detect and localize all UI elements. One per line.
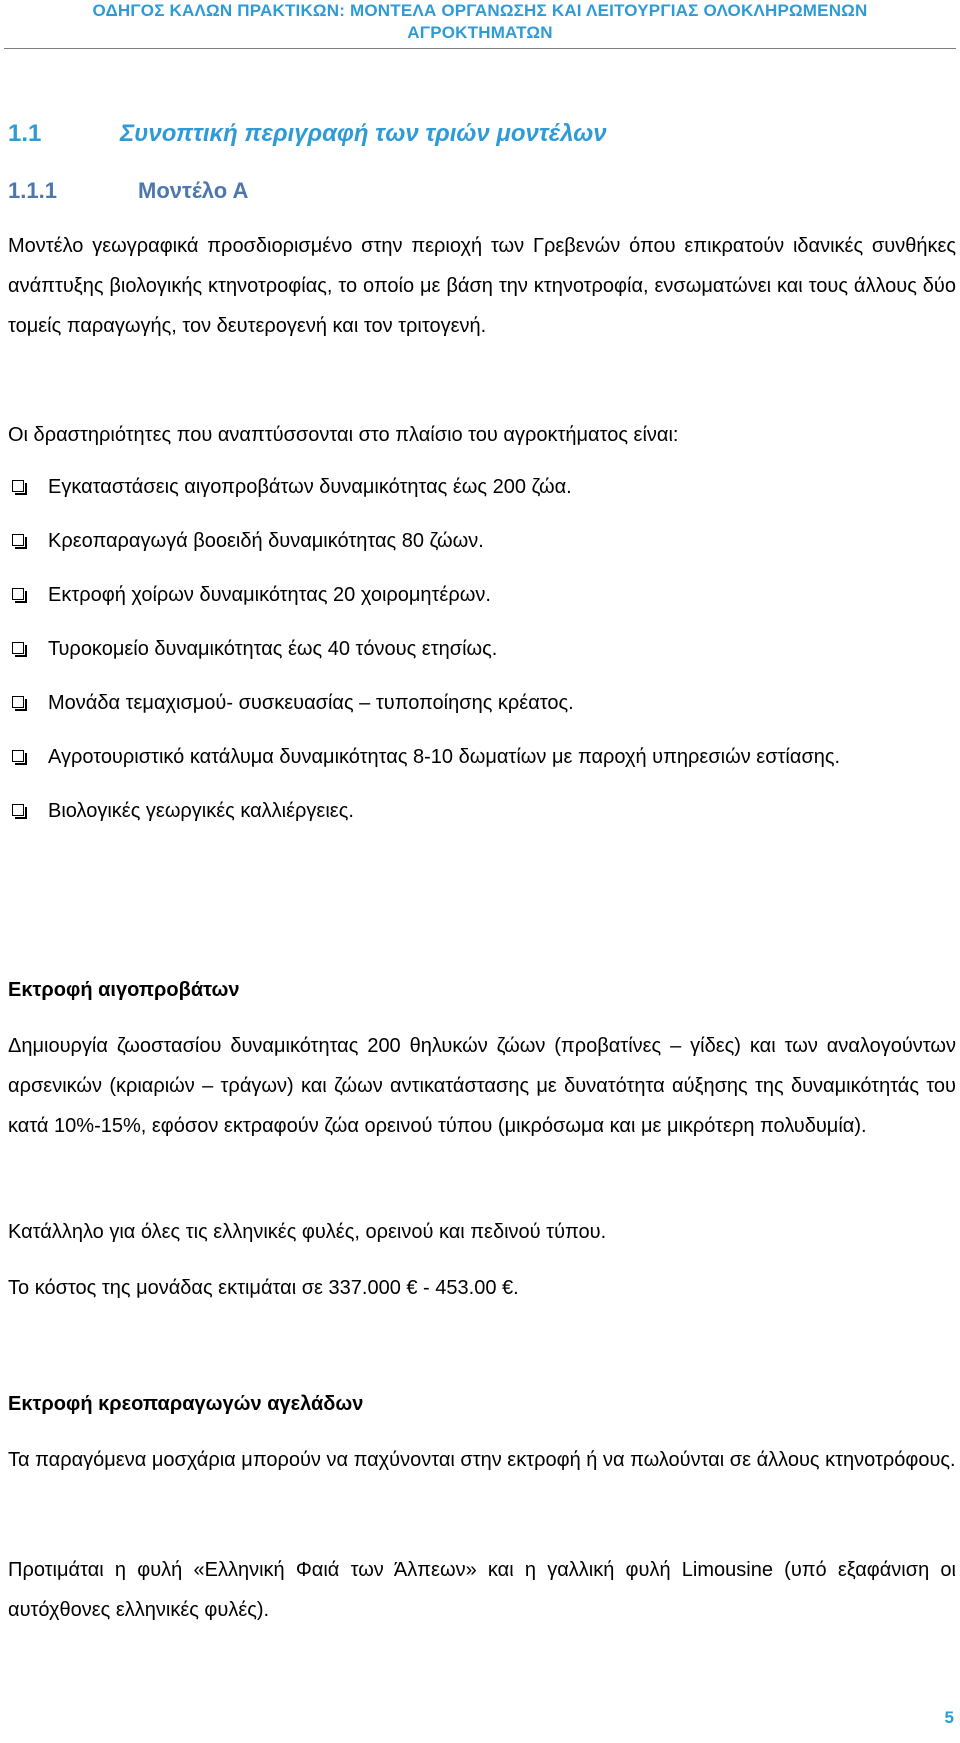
goats-section-title: Εκτροφή αιγοπροβάτων (8, 979, 240, 1001)
subsection-heading (8, 177, 248, 205)
section-title: Συνοπτική περιγραφή των τριών μοντέλων (120, 120, 607, 147)
section-heading (8, 119, 607, 149)
goats-cost-paragraph: Το κόστος της μονάδας εκτιμάται σε 337.000 € - 453.00 €. (8, 1277, 519, 1299)
list-item-text: Αγροτουριστικό κατάλυμα δυναμικότητας 8-10 δωματίων με παροχή υπηρεσιών εστίασης. (48, 746, 841, 768)
checkbox-bullet-icon (12, 804, 24, 816)
cattle-section-title: Εκτροφή κρεοπαραγωγών αγελάδων (8, 1393, 364, 1415)
subsection-title: Μοντέλο Α (138, 178, 249, 203)
list-item-text: Εκτροφή χοίρων δυναμικότητας 20 χοιρομητέρων. (48, 584, 491, 606)
header-divider (4, 48, 956, 49)
activities-list (8, 467, 956, 831)
checkbox-bullet-icon (12, 588, 24, 600)
list-item (8, 791, 956, 831)
checkbox-bullet-icon (12, 696, 24, 708)
list-item-text: Κρεοπαραγωγά βοοειδή δυναμικότητας 80 ζώων. (48, 530, 484, 552)
list-item (8, 575, 956, 615)
list-item (8, 737, 956, 777)
section-number: 1.1 (8, 120, 42, 147)
list-item-text: Εγκαταστάσεις αιγοπροβάτων δυναμικότητας έως 200 ζώα. (48, 476, 572, 498)
cattle-paragraph-1: Τα παραγόμενα μοσχάρια μπορούν να παχύνονται στην εκτροφή ή να πωλούνται σε άλλους κτηνοτρόφους. (8, 1449, 956, 1471)
checkbox-bullet-icon (12, 534, 24, 546)
checkbox-bullet-icon (12, 480, 24, 492)
page-number: 5 (944, 1708, 954, 1727)
list-item-text: Τυροκομείο δυναμικότητας έως 40 τόνους ετησίως. (48, 638, 498, 660)
activities-intro: Οι δραστηριότητες που αναπτύσσονται στο πλαίσιο του αγροκτήματος είναι: (8, 424, 679, 446)
checkbox-bullet-icon (12, 642, 24, 654)
list-item (8, 629, 956, 669)
subsection-number: 1.1.1 (8, 178, 57, 203)
page-header (0, 0, 960, 48)
header-line-2: ΑΓΡΟΚΤΗΜΑΤΩΝ (407, 23, 553, 42)
header-line-1: ΟΔΗΓΟΣ ΚΑΛΩΝ ΠΡΑΚΤΙΚΩΝ: ΜΟΝΤΕΛΑ ΟΡΓΑΝΩΣΗΣ ΚΑΙ ΛΕΙΤΟΥΡΓΙΑΣ ΟΛΟΚΛΗΡΩΜΕΝΩΝ (92, 1, 868, 20)
cattle-paragraph-2: Προτιμάται η φυλή «Ελληνική Φαιά των Άλπεων» και η γαλλική φυλή Limousine (υπό εξαφάνιση οι αυτόχθονες ελληνικές φυλές). (8, 1559, 956, 1621)
goats-paragraph-1: Δημιουργία ζωοστασίου δυναμικότητας 200 θηλυκών ζώων (προβατίνες – γίδες) και των αναλογούντων αρσενικών (κριαριών – τράγων) και ζώων αντικατάστασης με δυνατότητα αύξησης της δυναμικότητάς του κατά 10%-15%, εφόσον εκτραφούν ζώα ορεινού τύπου (μικρόσωμα και με μικρότερη πολυδυμία). (8, 1035, 956, 1137)
list-item (8, 683, 956, 723)
list-item (8, 521, 956, 561)
checkbox-bullet-icon (12, 750, 24, 762)
list-item (8, 467, 956, 507)
goats-paragraph-2: Κατάλληλο για όλες τις ελληνικές φυλές, ορεινού και πεδινού τύπου. (8, 1221, 607, 1243)
list-item-text: Μονάδα τεμαχισμού- συσκευασίας – τυποποίησης κρέατος. (48, 692, 574, 714)
list-item-text: Βιολογικές γεωργικές καλλιέργειες. (48, 800, 354, 822)
intro-paragraph: Μοντέλο γεωγραφικά προσδιορισμένο στην περιοχή των Γρεβενών όπου επικρατούν ιδανικές συνθήκες ανάπτυξης βιολογικής κτηνοτροφίας, το οποίο με βάση την κτηνοτροφία, ενσωματώνει και τους άλλους δύο τομείς παραγωγής, τον δευτερογενή και τον τριτογενή. (8, 235, 956, 337)
